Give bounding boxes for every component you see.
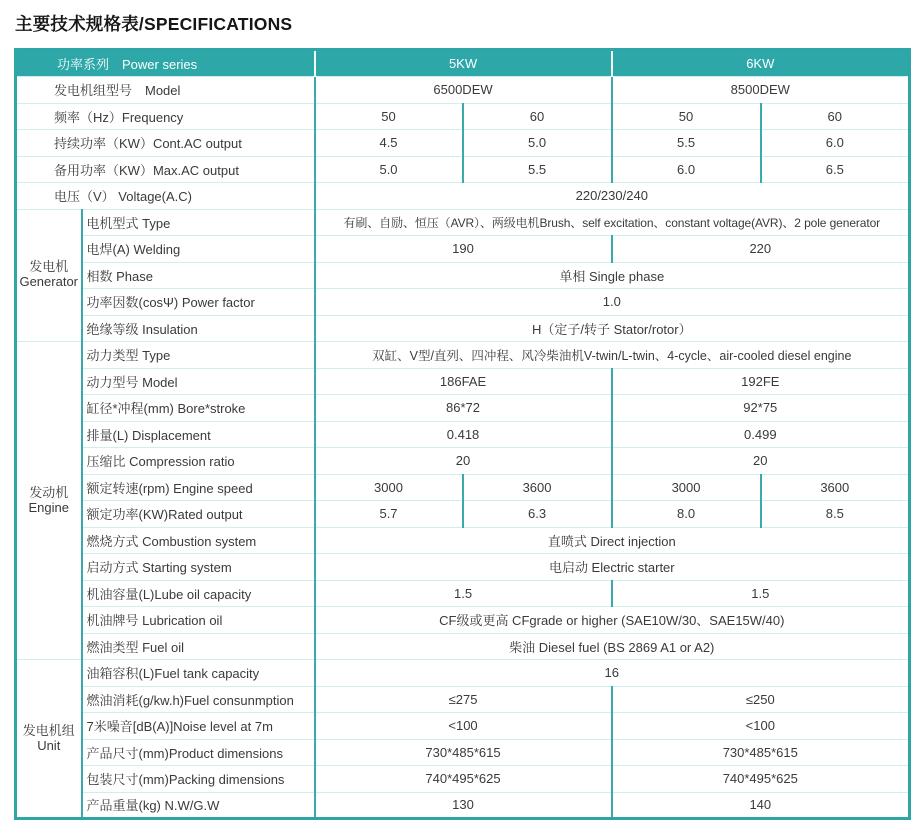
row-compression [16,448,910,475]
cell-value: 有刷、自励、恒压（AVR）、两级电机Brush、self excitation、constant voltage(AVR)、2 pole generator [315,209,910,236]
row-label: 电焊(A) Welding [82,236,315,263]
cell-value: 16 [315,660,910,687]
row-label: 燃油消耗(g/kw.h)Fuel consunmption [82,686,315,713]
row-label: 额定功率(KW)Rated output [82,501,315,528]
cell-value: 60 [761,103,910,130]
cell-value: 186FAE [315,368,612,395]
row-lubrication [16,607,910,634]
cell-value: 5.7 [315,501,463,528]
row-label: 产品重量(kg) N.W/G.W [82,792,315,819]
page-title: 主要技术规格表/SPECIFICATIONS [15,14,293,34]
group-label-cn: 发电机组 [22,722,75,738]
row-fuel-consumption [16,686,910,713]
group-label-cn: 发电机 [29,259,69,275]
row-label: 频率（Hz）Frequency [16,103,315,130]
cell-value: 0.418 [315,421,612,448]
cell-value: 730*485*615 [315,739,612,766]
row-welding [16,236,910,263]
cell-value: 3600 [761,474,910,501]
cell-value: 1.5 [315,580,612,607]
row-label: 产品尺寸(mm)Product dimensions [82,739,315,766]
row-label: 包装尺寸(mm)Packing dimensions [82,766,315,793]
row-starting [16,554,910,581]
row-label: 启动方式 Starting system [82,554,315,581]
header-row [16,50,910,77]
cell-value: 5.5 [463,156,612,183]
row-power-factor [16,289,910,316]
cell-value: 双缸、V型/直列、四冲程、风冷柴油机V-twin/L-twin、4-cycle、air-cooled diesel engine [315,342,910,369]
cell-value: 电启动 Electric starter [315,554,910,581]
cell-value: 5.0 [315,156,463,183]
group-label-en: Generator [19,274,79,290]
group-label-engine [16,342,82,660]
row-label: 7米噪音[dB(A)]Noise level at 7m [82,713,315,740]
header-5kw: 5KW [315,50,612,77]
row-noise [16,713,910,740]
row-cont-output [16,130,910,157]
cell-value: 8500DEW [612,77,910,104]
row-engine-model [16,368,910,395]
cell-value: 50 [612,103,761,130]
cell-value: 6500DEW [315,77,612,104]
row-engine-speed [16,474,910,501]
group-label-generator [16,209,82,342]
cell-value: 5.5 [612,130,761,157]
row-combustion [16,527,910,554]
cell-value: 6.3 [463,501,612,528]
cell-value: 1.5 [612,580,910,607]
cell-value: CF级或更高 CFgrade or higher (SAE10W/30、SAE15W/40) [315,607,910,634]
row-model [16,77,910,104]
cell-value: 220/230/240 [315,183,910,210]
row-label: 相数 Phase [82,262,315,289]
cell-value: 5.0 [463,130,612,157]
cell-value: 740*495*625 [612,766,910,793]
cell-value: 730*485*615 [612,739,910,766]
row-engine-type [16,342,910,369]
group-label-en: Engine [28,499,69,515]
cell-value: 3000 [612,474,761,501]
row-label: 油箱容积(L)Fuel tank capacity [82,660,315,687]
cell-value: 92*75 [612,395,910,422]
row-label: 燃烧方式 Combustion system [82,527,315,554]
row-product-dims [16,739,910,766]
cell-value: 130 [315,792,612,819]
cell-value: ≤250 [612,686,910,713]
cell-value: 单相 Single phase [315,262,910,289]
group-label-cn: 发动机 [29,484,69,500]
row-label: 缸径*冲程(mm) Bore*stroke [82,395,315,422]
cell-value: <100 [315,713,612,740]
row-label: 额定转速(rpm) Engine speed [82,474,315,501]
cell-value: 20 [612,448,910,475]
row-displacement [16,421,910,448]
row-fuel-oil [16,633,910,660]
cell-value: 3600 [463,474,612,501]
row-label: 燃油类型 Fuel oil [82,633,315,660]
spec-table [14,48,911,820]
cell-value: 8.0 [612,501,761,528]
row-label: 压缩比 Compression ratio [82,448,315,475]
cell-value: 50 [315,103,463,130]
row-label: 绝缘等级 Insulation [82,315,315,342]
row-fuel-tank [16,660,910,687]
row-bore-stroke [16,395,910,422]
row-rated-output [16,501,910,528]
cell-value: 柴油 Diesel fuel (BS 2869 A1 or A2) [315,633,910,660]
row-label: 持续功率（KW）Cont.AC output [16,130,315,157]
cell-value: 6.0 [761,130,910,157]
row-label: 电机型式 Type [82,209,315,236]
row-label: 动力类型 Type [82,342,315,369]
row-label: 动力型号 Model [82,368,315,395]
cell-value: 86*72 [315,395,612,422]
header-power-series: 功率系列 Power series [16,50,315,77]
cell-value: 0.499 [612,421,910,448]
cell-value: 6.0 [612,156,761,183]
cell-value: 4.5 [315,130,463,157]
cell-value: 140 [612,792,910,819]
cell-value: 20 [315,448,612,475]
cell-value: H（定子/转子 Stator/rotor） [315,315,910,342]
header-6kw: 6KW [612,50,910,77]
cell-value: 60 [463,103,612,130]
row-max-output [16,156,910,183]
cell-value: 6.5 [761,156,910,183]
row-weight [16,792,910,819]
group-label-unit [16,660,82,819]
row-label: 机油牌号 Lubrication oil [82,607,315,634]
group-label-en: Unit [37,737,61,753]
row-frequency [16,103,910,130]
cell-value: 192FE [612,368,910,395]
cell-value: <100 [612,713,910,740]
row-label: 排量(L) Displacement [82,421,315,448]
row-generator-type [16,209,910,236]
row-lube-capacity [16,580,910,607]
row-insulation [16,315,910,342]
row-phase [16,262,910,289]
cell-value: 直喷式 Direct injection [315,527,910,554]
row-label: 机油容量(L)Lube oil capacity [82,580,315,607]
row-label: 功率因数(cosΨ) Power factor [82,289,315,316]
cell-value: 740*495*625 [315,766,612,793]
row-label: 备用功率（KW）Max.AC output [16,156,315,183]
row-label: 电压（V） Voltage(A.C) [16,183,315,210]
cell-value: ≤275 [315,686,612,713]
cell-value: 8.5 [761,501,910,528]
cell-value: 3000 [315,474,463,501]
cell-value: 1.0 [315,289,910,316]
row-label: 发电机组型号 Model [16,77,315,104]
row-voltage [16,183,910,210]
row-packing-dims [16,766,910,793]
cell-value: 220 [612,236,910,263]
cell-value: 190 [315,236,612,263]
